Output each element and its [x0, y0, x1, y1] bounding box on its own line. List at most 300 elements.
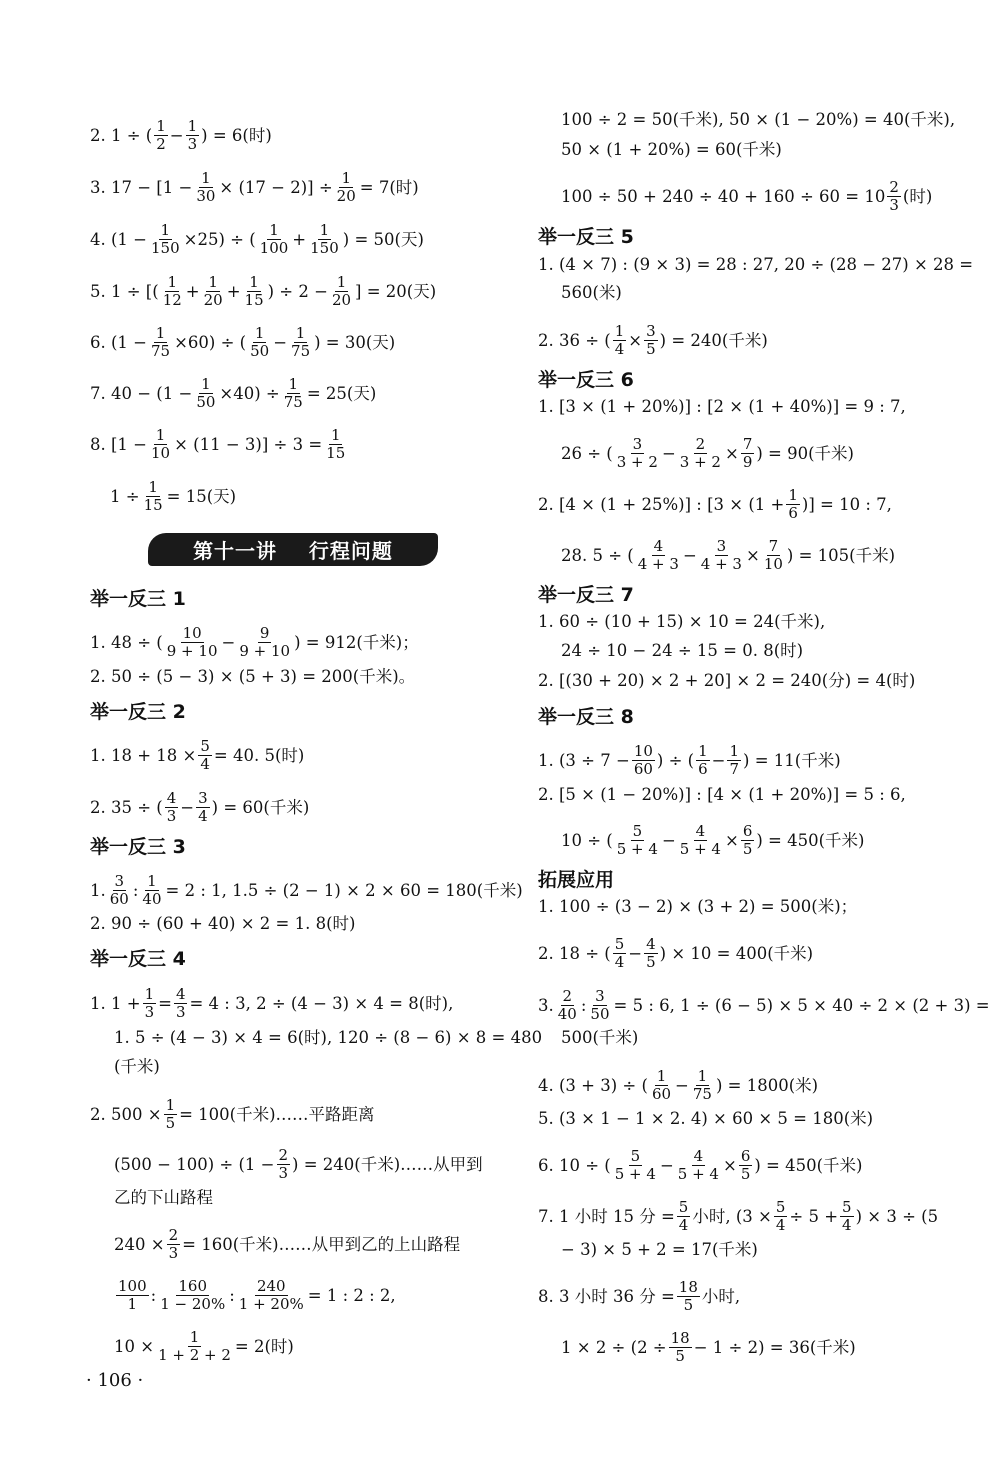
numerator: 3 [114, 872, 125, 890]
denominator: 75 [151, 342, 171, 360]
text: 2. 36 ÷ ( [538, 330, 611, 350]
answer-line [90, 986, 453, 1021]
text: : [580, 995, 587, 1015]
text: (500 − 100) ÷ (1 − [114, 1154, 275, 1174]
answer-line [561, 823, 864, 858]
section-heading: 举一反三 6 [538, 369, 634, 391]
text: ) = 450(千米) [756, 830, 865, 850]
answer-line: 2. 50 ÷ (5 − 3) × (5 + 3) = 200(千米)。 [90, 667, 416, 686]
text: 1. 18 + 18 × [90, 745, 197, 765]
denominator: 3 [144, 1003, 155, 1021]
section-heading: 举一反三 1 [90, 588, 186, 610]
denominator: 40 [557, 1005, 577, 1023]
fraction [258, 222, 291, 257]
numerator: 6 [740, 1147, 751, 1165]
denominator: 30 [196, 187, 216, 205]
text: 6. 10 ÷ ( [538, 1155, 611, 1175]
fraction [174, 986, 188, 1021]
answer-line [90, 325, 395, 360]
text: × [722, 1155, 737, 1175]
text: × [628, 330, 643, 350]
denominator: 20 [203, 291, 223, 309]
denominator: 4 [842, 1216, 852, 1234]
fraction [289, 325, 312, 360]
denominator: 1 + 20% [238, 1295, 304, 1313]
answer-line [90, 625, 419, 660]
denominator: 5 [675, 1347, 685, 1365]
answer-line: 1. 100 ÷ (3 − 2) × (3 + 2) = 500(米)； [538, 897, 858, 916]
answer-line: 100 ÷ 2 = 50(千米), 50 × (1 − 20%) = 40(千米), [561, 110, 956, 129]
section-heading: 拓展应用 [538, 869, 615, 891]
denominator: 150 [310, 239, 339, 257]
numerator: 100 [118, 1277, 147, 1295]
text: ) = 450(千米) [754, 1155, 863, 1175]
answer-line [538, 1148, 862, 1183]
numerator: 1 [336, 273, 347, 291]
numerator: 4 [175, 985, 186, 1003]
denominator: 5 + 4 [677, 1165, 719, 1183]
fraction [615, 436, 660, 471]
fraction [143, 986, 157, 1021]
denominator: 7 [729, 760, 740, 778]
answer-line: 2. [5 × (1 − 20%)] : [4 × (1 + 20%)] = 5 : 6, [538, 785, 906, 804]
text: : [150, 1285, 157, 1305]
text: 1. 48 ÷ ( [90, 632, 163, 652]
text: 1 ÷ [110, 486, 140, 506]
fraction [196, 790, 210, 825]
text: − [169, 125, 184, 145]
text: = 7(时) [359, 177, 419, 197]
answer-line: 24 ÷ 10 − 24 ÷ 15 = 0. 8(时) [561, 641, 804, 660]
answer-line [110, 479, 236, 514]
numerator: 1 [788, 486, 798, 504]
denominator: 9 [742, 453, 753, 471]
fraction [644, 323, 658, 358]
text: = 5 : 6, 1 ÷ (6 − 5) × 5 × 40 ÷ 2 × (2 + 3) = [613, 995, 990, 1015]
answer-line: 1. 60 ÷ (10 + 15) × 10 = 24(千米), [538, 612, 826, 631]
text: = 4 : 3, 2 ÷ (4 − 3) × 4 = 8(时), [189, 993, 454, 1013]
text: 2. 500 × [90, 1104, 162, 1124]
fraction [149, 427, 172, 462]
numerator: 4 [693, 1147, 704, 1165]
denominator: 5 [646, 953, 656, 971]
fraction [699, 538, 744, 573]
numerator: 1 [187, 117, 198, 135]
denominator: 15 [326, 444, 346, 462]
fraction [678, 823, 723, 858]
numerator: 1 [288, 375, 299, 393]
text: 100 ÷ 50 + 240 ÷ 40 + 160 ÷ 60 = 10 [561, 186, 886, 206]
denominator: 75 [291, 342, 311, 360]
answer-line [90, 118, 272, 153]
numerator: 1 [341, 169, 351, 187]
fraction [198, 738, 212, 773]
text: ) = 912(千米)； [294, 632, 419, 652]
numerator: 7 [742, 435, 753, 453]
numerator: 1 [614, 322, 625, 340]
text: ) = 240(千米)……从甲到 [292, 1154, 483, 1174]
fraction [762, 538, 785, 573]
answer-line [114, 1227, 460, 1262]
text: 10 × [114, 1336, 155, 1356]
text: × [745, 545, 760, 565]
numerator: 3 [716, 537, 727, 555]
text: : [132, 880, 139, 900]
numerator: 1 [319, 221, 330, 239]
numerator: 5 [842, 1198, 852, 1216]
numerator: 1 [208, 273, 218, 291]
fraction [678, 436, 723, 471]
numerator: 7 [768, 537, 779, 555]
text: ) = 240(千米) [659, 330, 768, 350]
text: = 15(天) [166, 486, 237, 506]
fraction [615, 823, 660, 858]
text: × [724, 830, 739, 850]
text: 1 × 2 ÷ (2 ÷ [561, 1337, 667, 1357]
answer-line [114, 1329, 294, 1364]
answer-line: 500(千米) [561, 1028, 639, 1047]
numerator: 160 [178, 1277, 208, 1295]
answer-line [538, 743, 841, 778]
text: ×40) ÷ [219, 383, 280, 403]
answer-line [90, 274, 436, 309]
text: 240 × [114, 1234, 165, 1254]
numerator: 18 [678, 1278, 698, 1296]
denominator: 4 [614, 340, 625, 358]
denominator: 150 [151, 239, 180, 257]
answer-line: 1. (4 × 7) : (9 × 3) = 28 : 27, 20 ÷ (28 − 27) × 28 = [538, 255, 974, 274]
text: 26 ÷ ( [561, 443, 613, 463]
text: × (17 − 2)] ÷ [219, 177, 333, 197]
fraction [108, 873, 131, 908]
text: ) = 1800(米) [715, 1075, 819, 1095]
denominator: 5 [646, 340, 656, 358]
text: = 2(时) [234, 1336, 294, 1356]
answer-line [90, 1097, 375, 1132]
text: 2. 18 ÷ ( [538, 943, 611, 963]
numerator: 1 [144, 985, 155, 1003]
answer-line [538, 1279, 740, 1314]
fraction [164, 1097, 178, 1132]
text: 10 ÷ ( [561, 830, 613, 850]
text: − [661, 443, 676, 463]
section-heading: 举一反三 3 [90, 836, 186, 858]
fraction [324, 427, 347, 462]
numerator: 1 [148, 478, 158, 496]
numerator: 3 [198, 789, 208, 807]
numerator: 3 [646, 322, 656, 340]
chapter-banner [148, 533, 438, 566]
text: 7. 40 − (1 − [90, 383, 193, 403]
text: − [661, 830, 676, 850]
numerator: 1 [295, 324, 306, 342]
answer-line [538, 936, 813, 971]
text: 5. 1 ÷ [( [90, 281, 159, 301]
answer-line: 乙的下山路程 [114, 1188, 213, 1207]
section-heading: 举一反三 4 [90, 948, 186, 970]
answer-line: − 3) × 5 + 2 = 17(千米) [561, 1240, 758, 1259]
fraction [613, 1148, 658, 1183]
text: ) = 60(千米) [211, 797, 310, 817]
text: 4. (3 + 3) ÷ ( [538, 1075, 648, 1095]
numerator: 6 [742, 822, 753, 840]
fraction [669, 1330, 692, 1365]
fraction [149, 325, 172, 360]
text: − [221, 632, 236, 652]
fraction [237, 625, 292, 660]
fraction [677, 1279, 700, 1314]
answer-line [90, 873, 523, 908]
section-heading: 举一反三 8 [538, 706, 634, 728]
denominator: 6 [698, 760, 708, 778]
fraction [186, 118, 200, 153]
text: 1. (3 ÷ 7 − [538, 750, 630, 770]
numerator: 3 [595, 987, 605, 1005]
answer-line [114, 1147, 483, 1182]
answer-line [561, 179, 932, 214]
numerator: 1 [189, 1328, 200, 1346]
numerator: 4 [695, 822, 706, 840]
denominator: 1 + 2 + 2 [158, 1346, 231, 1364]
fraction [786, 487, 800, 522]
numerator: 10 [182, 624, 202, 642]
text: − 1 ÷ 2) = 36(千米) [693, 1337, 856, 1357]
text: 1. [90, 880, 106, 900]
numerator: 2 [695, 435, 706, 453]
text: ) × 3 ÷ (5 [855, 1206, 939, 1226]
answer-line [538, 988, 990, 1023]
denominator: 3 [175, 1003, 186, 1021]
text: ) = 105(千米) [786, 545, 896, 565]
numerator: 1 [147, 872, 157, 890]
text: ) = 30(天) [314, 332, 396, 352]
numerator: 1 [165, 1096, 176, 1114]
fraction [676, 1148, 721, 1183]
fraction [696, 743, 710, 778]
text: + [185, 281, 200, 301]
answer-line [538, 323, 768, 358]
denominator: 3 [278, 1164, 289, 1182]
page-number: · 106 · [86, 1370, 144, 1391]
denominator: 3 [168, 1244, 179, 1262]
numerator: 4 [166, 789, 177, 807]
fraction [237, 1278, 306, 1313]
numerator: 1 [656, 1067, 667, 1085]
numerator: 4 [646, 935, 656, 953]
denominator: 75 [692, 1085, 712, 1103]
fraction [165, 625, 220, 660]
numerator: 5 [775, 1198, 786, 1216]
numerator: 18 [670, 1329, 690, 1347]
text: ) = 6(时) [201, 125, 272, 145]
numerator: 1 [156, 117, 166, 135]
answer-line: 5. (3 × 1 − 1 × 2. 4) × 60 × 5 = 180(米) [538, 1109, 874, 1128]
fraction [840, 1199, 854, 1234]
section-heading: 举一反三 7 [538, 584, 634, 606]
fraction [588, 988, 611, 1023]
fraction [194, 170, 217, 205]
text: = [158, 993, 172, 1013]
fraction [167, 1227, 181, 1262]
text: = 2 : 1, 1.5 ÷ (2 − 1) × 2 × 60 = 180(千米) [165, 880, 523, 900]
fraction [282, 376, 305, 411]
denominator: 5 + 4 [614, 1165, 656, 1183]
answer-line [90, 376, 376, 411]
section-heading: 举一反三 5 [538, 226, 634, 248]
fraction [677, 1199, 691, 1234]
answer-line [538, 487, 892, 522]
fraction [644, 936, 658, 971]
answer-line [114, 1278, 396, 1313]
answer-line: 1. [3 × (1 + 20%)] : [2 × (1 + 40%)] = 9 : 7, [538, 397, 906, 416]
text: ] = 20(天) [355, 281, 437, 301]
answer-line [90, 790, 309, 825]
numerator: 1 [254, 324, 265, 342]
numerator: 5 [200, 737, 210, 755]
numerator: 2 [168, 1226, 179, 1244]
answer-line: 2. [(30 + 20) × 2 + 20] × 2 = 240(分) = 4(时) [538, 671, 916, 690]
denominator: 60 [109, 890, 129, 908]
denominator: 12 [162, 291, 182, 309]
numerator: 1 [160, 221, 171, 239]
fraction [149, 222, 182, 257]
text: 小时, [701, 1286, 741, 1306]
denominator: 4 [775, 1216, 786, 1234]
text: 6. (1 − [90, 332, 147, 352]
denominator: 3 [889, 196, 899, 214]
text: − [628, 943, 643, 963]
denominator: 15 [143, 496, 163, 514]
text: + [226, 281, 241, 301]
fraction [613, 323, 627, 358]
answer-line [538, 1199, 938, 1234]
text: 7. 1 小时 15 分 = [538, 1206, 675, 1226]
text: 8. 3 小时 36 分 = [538, 1286, 675, 1306]
denominator: 4 [678, 1216, 689, 1234]
numerator: 4 [653, 537, 664, 555]
text: − [682, 545, 697, 565]
denominator: 3 [187, 135, 198, 153]
text: + [292, 229, 307, 249]
text: : [229, 1285, 235, 1305]
numerator: 1 [201, 169, 211, 187]
denominator: 5 [742, 840, 753, 858]
fraction [636, 538, 681, 573]
numerator: 5 [630, 1147, 641, 1165]
fraction [161, 274, 184, 309]
fraction [887, 179, 901, 214]
fraction [650, 1068, 673, 1103]
denominator: 15 [244, 291, 264, 309]
fraction [308, 222, 341, 257]
text: − [711, 750, 726, 770]
answer-line [561, 538, 895, 573]
fraction [194, 376, 217, 411]
answer-line [90, 222, 424, 257]
chapter-title: 第十一讲 行程问题 [193, 539, 393, 563]
numerator: 1 [697, 1067, 708, 1085]
numerator: 10 [633, 742, 653, 760]
denominator: 40 [142, 890, 162, 908]
fraction [140, 873, 163, 908]
denominator: 50 [250, 342, 270, 360]
denominator: 100 [259, 239, 289, 257]
denominator: 1 [127, 1295, 138, 1313]
text: )] = 10 : 7, [801, 494, 892, 514]
fraction [330, 274, 353, 309]
denominator: 50 [590, 1005, 610, 1023]
denominator: 5 [740, 1165, 751, 1183]
text: × (11 − 3)] ÷ 3 = [174, 434, 323, 454]
fraction [277, 1147, 291, 1182]
denominator: 6 [788, 504, 798, 522]
fraction [248, 325, 271, 360]
text: ) = 11(千米) [743, 750, 841, 770]
answer-line: 1. 5 ÷ (4 − 3) × 4 = 6(时), 120 ÷ (8 − 6) × 8 = 480 [114, 1028, 543, 1047]
numerator: 1 [729, 742, 740, 760]
denominator: 10 [151, 444, 171, 462]
text: 2. [4 × (1 + 25%)] : [3 × (1 + [538, 494, 785, 514]
fraction [556, 988, 579, 1023]
fraction [741, 823, 755, 858]
answer-line [90, 427, 349, 462]
text: 2. 35 ÷ ( [90, 797, 163, 817]
numerator: 2 [278, 1146, 289, 1164]
fraction [632, 743, 655, 778]
text: − [675, 1075, 689, 1095]
fraction [142, 479, 165, 514]
section-heading: 举一反三 2 [90, 701, 186, 723]
text: = 25(天) [306, 383, 377, 403]
text: ) ÷ 2 − [267, 281, 328, 301]
fraction [158, 1278, 227, 1313]
fraction [116, 1278, 149, 1313]
numerator: 1 [201, 375, 211, 393]
denominator: 4 [614, 953, 625, 971]
fraction [739, 1148, 753, 1183]
fraction [202, 274, 225, 309]
numerator: 1 [330, 426, 341, 444]
numerator: 5 [678, 1198, 689, 1216]
answer-line [90, 170, 419, 205]
text: = 160(千米)……从甲到乙的上山路程 [182, 1234, 461, 1254]
fraction [774, 1199, 788, 1234]
answer-line: (千米) [114, 1057, 160, 1076]
answer-line [90, 738, 304, 773]
text: 2. 1 ÷ ( [90, 125, 153, 145]
answer-line: 2. 90 ÷ (60 + 40) × 2 = 1. 8(时) [90, 914, 356, 933]
fraction [613, 936, 627, 971]
fraction [691, 1068, 714, 1103]
text: 28. 5 ÷ ( [561, 545, 634, 565]
denominator: 9 + 10 [166, 642, 218, 660]
denominator: 4 + 3 [700, 555, 742, 573]
fraction [243, 274, 266, 309]
text: 3. [538, 995, 554, 1015]
numerator: 1 [249, 273, 259, 291]
fraction [165, 790, 179, 825]
numerator: 1 [167, 273, 177, 291]
text: − [180, 797, 195, 817]
fraction [741, 436, 755, 471]
text: 4. (1 − [90, 229, 147, 249]
denominator: 10 [763, 555, 783, 573]
text: (时) [902, 186, 933, 206]
text: ×60) ÷ ( [174, 332, 247, 352]
text: 8. [1 − [90, 434, 147, 454]
numerator: 1 [269, 221, 279, 239]
fraction [154, 118, 168, 153]
